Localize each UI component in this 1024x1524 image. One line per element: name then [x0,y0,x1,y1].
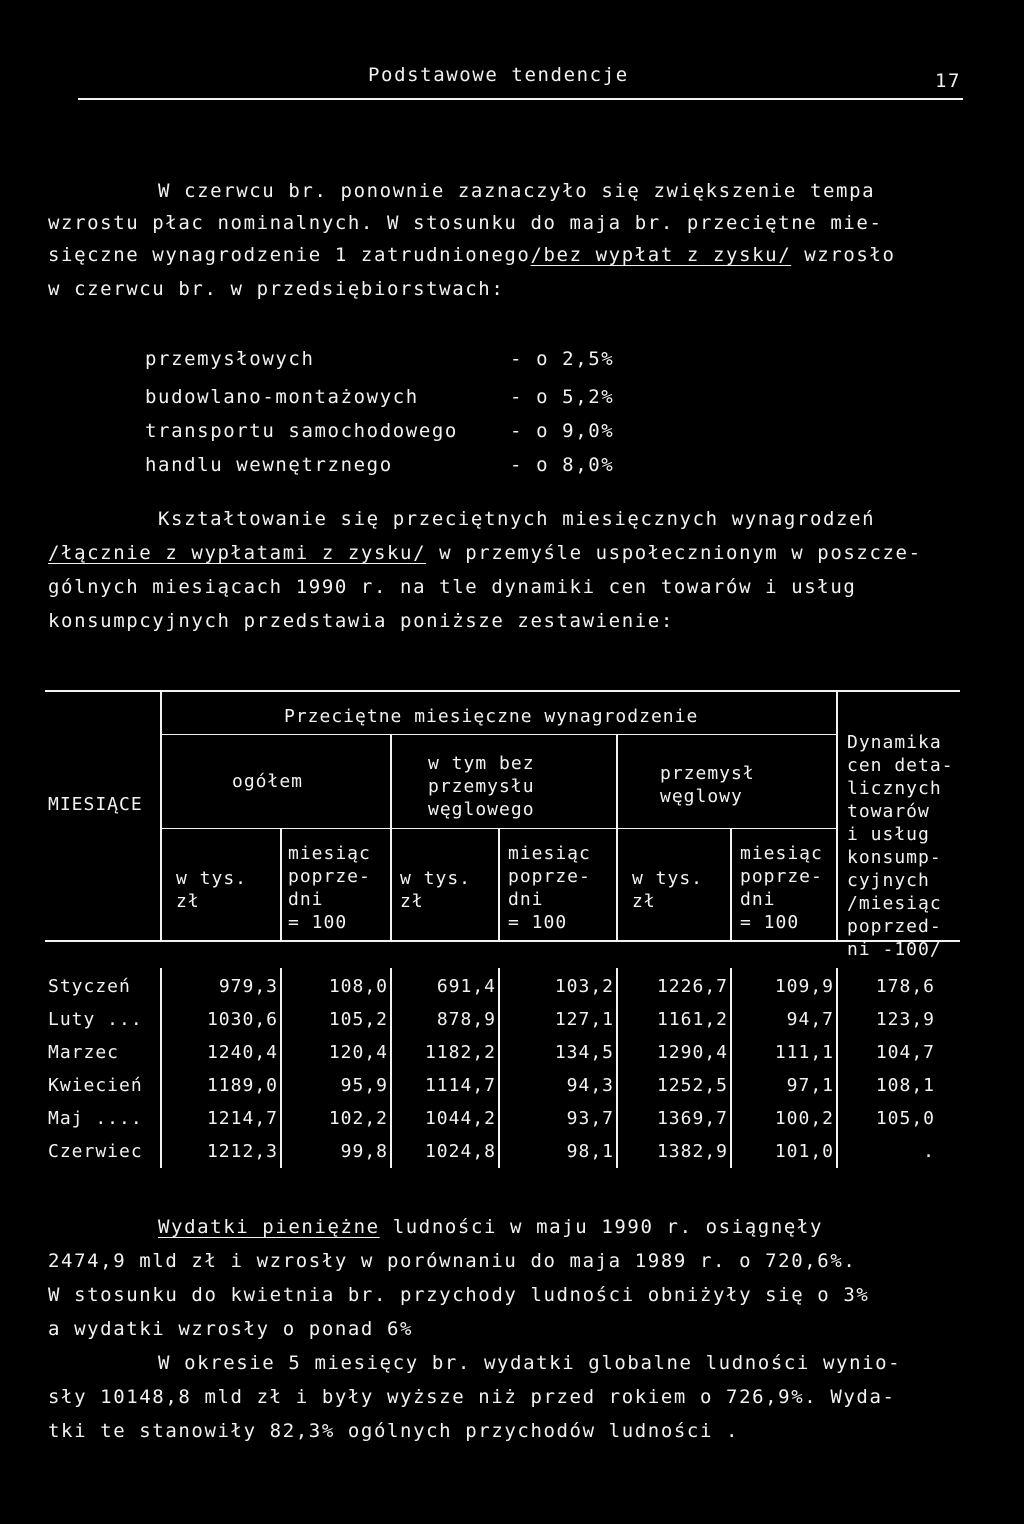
table-cell: 105,0 [875,1108,935,1129]
table-cell: . [923,1141,935,1162]
column-subheader-non-coal: w tym bez przemysłu węglowego [428,753,535,820]
header-rule [78,98,963,100]
text-line: w czerwcu br. w przedsiębiorstwach: [48,278,505,300]
text-line: 2474,9 mld zł i wzrosły w porównaniu do maja 1989 r. o 720,6%. [48,1250,857,1272]
table-cell: 102,2 [328,1108,388,1129]
sector-name: budowlano-montażowych [145,386,419,408]
table-rule [390,968,392,1168]
table-cell: 1030,6 [206,1009,278,1030]
row-month: Maj .... [48,1108,143,1129]
table-rule [498,968,500,1168]
column-header-thousands: w tys. zł [400,868,472,912]
table-header-rule [45,940,960,942]
row-month: Marzec [48,1042,120,1063]
table-cell: 1212,3 [206,1141,278,1162]
table-rule [280,828,282,940]
table-cell: 979,3 [218,976,278,997]
text-line: wzrostu płac nominalnych. W stosunku do maja br. przeciętne mie- [48,212,883,234]
text-line: konsumpcyjnych przedstawia poniższe zestawienie: [48,610,674,632]
text-line: W czerwcu br. ponownie zaznaczyło się zwiększenie tempa [158,180,876,202]
table-cell: 1290,4 [656,1042,728,1063]
sector-value: - o 2,5% [510,348,615,370]
table-cell: 103,2 [554,976,614,997]
column-subheader-total: ogółem [232,771,304,792]
column-header-prev-month: miesiąc poprze- dni = 100 [288,843,371,933]
table-cell: 134,5 [554,1042,614,1063]
table-cell: 105,2 [328,1009,388,1030]
table-cell: 691,4 [436,976,496,997]
table-cell: 101,0 [774,1141,834,1162]
table-cell: 1114,7 [424,1075,496,1096]
sector-name: przemysłowych [145,348,315,370]
table-cell: 878,9 [436,1009,496,1030]
row-month: Kwiecień [48,1075,143,1096]
underlined-phrase: /bez wypłat z zysku/ [530,244,792,266]
sector-value: - o 9,0% [510,420,615,442]
row-month: Luty ... [48,1009,143,1030]
table-rule [280,968,282,1168]
running-header: Podstawowe tendencje [368,64,629,86]
text-line: sły 10148,8 mld zł i były wyższe niż przed rokiem o 726,9%. Wyda- [48,1386,896,1408]
sector-value: - o 8,0% [510,454,615,476]
text-line: a wydatki wzrosły o ponad 6% [48,1318,414,1340]
column-header-month: MIESIĄCE [48,794,143,815]
table-cell: 1240,4 [206,1042,278,1063]
text-line: /łącznie z wypłatami z zysku/ w przemyśle uspołecznionym w poszcze- [48,542,922,564]
table-cell: 108,0 [328,976,388,997]
column-header-prev-month: miesiąc poprze- dni = 100 [508,843,591,933]
table-cell: 1252,5 [656,1075,728,1096]
table-cell: 100,2 [774,1108,834,1129]
table-cell: 108,1 [875,1075,935,1096]
row-month: Styczeń [48,976,131,997]
table-cell: 178,6 [875,976,935,997]
table-top-rule [45,690,960,692]
underlined-phrase: /łącznie z wypłatami z zysku/ [48,542,427,564]
table-cell: 97,1 [786,1075,834,1096]
underlined-phrase: Wydatki pieniężne [158,1216,380,1238]
table-cell: 95,9 [340,1075,388,1096]
column-subheader-coal: przemysł węglowy [660,763,755,807]
table-cell: 120,4 [328,1042,388,1063]
table-cell: 93,7 [566,1108,614,1129]
text-line: W okresie 5 miesięcy br. wydatki globalne ludności wynio- [158,1352,902,1374]
table-cell: 94,7 [786,1009,834,1030]
table-cell: 99,8 [340,1141,388,1162]
text-line: Kształtowanie się przeciętnych miesięcznych wynagrodzeń [158,508,876,530]
table-rule [160,968,162,1168]
column-header-prev-month: miesiąc poprze- dni = 100 [740,843,823,933]
column-header-price-dynamics: Dynamika cen deta- licznych towarów i usług konsump- cyjnych /miesiąc poprzed- ni -100/ [847,732,954,960]
sector-name: handlu wewnętrznego [145,454,393,476]
table-rule [616,734,618,940]
table-rule [616,968,618,1168]
table-rule [730,968,732,1168]
column-header-thousands: w tys. zł [176,868,248,912]
column-group-header: Przeciętne miesięczne wynagrodzenie [284,706,699,727]
table-cell: 1369,7 [656,1108,728,1129]
table-rule [730,828,732,940]
row-month: Czerwiec [48,1141,143,1162]
table-cell: 1382,9 [656,1141,728,1162]
table-rule [498,828,500,940]
table-rule [160,734,836,735]
page-number: 17 [935,70,962,92]
table-cell: 123,9 [875,1009,935,1030]
text-line: tki te stanowiły 82,3% ogólnych przychodów ludności . [48,1420,740,1442]
table-cell: 94,3 [566,1075,614,1096]
table-cell: 127,1 [554,1009,614,1030]
table-cell: 111,1 [774,1042,834,1063]
table-cell: 1044,2 [424,1108,496,1129]
table-rule [836,968,838,1168]
table-rule [836,690,838,940]
text-line: W stosunku do kwietnia br. przychody ludności obniżyły się o 3% [48,1284,870,1306]
table-cell: 98,1 [566,1141,614,1162]
table-cell: 1024,8 [424,1141,496,1162]
table-cell: 1182,2 [424,1042,496,1063]
column-header-thousands: w tys. zł [632,868,704,912]
sector-name: transportu samochodowego [145,420,458,442]
table-cell: 104,7 [875,1042,935,1063]
table-rule [390,734,392,940]
text-line: gólnych miesiącach 1990 r. na tle dynamiki cen towarów i usług [48,576,857,598]
text-line: Wydatki pieniężne ludności w maju 1990 r. osiągnęły [158,1216,823,1238]
table-cell: 109,9 [774,976,834,997]
table-rule [160,690,162,940]
text-line: sięczne wynagrodzenie 1 zatrudnionego/bez wypłat z zysku/ wzrosło [48,244,896,266]
table-cell: 1189,0 [206,1075,278,1096]
table-cell: 1161,2 [656,1009,728,1030]
sector-value: - o 5,2% [510,386,615,408]
table-cell: 1226,7 [656,976,728,997]
table-cell: 1214,7 [206,1108,278,1129]
